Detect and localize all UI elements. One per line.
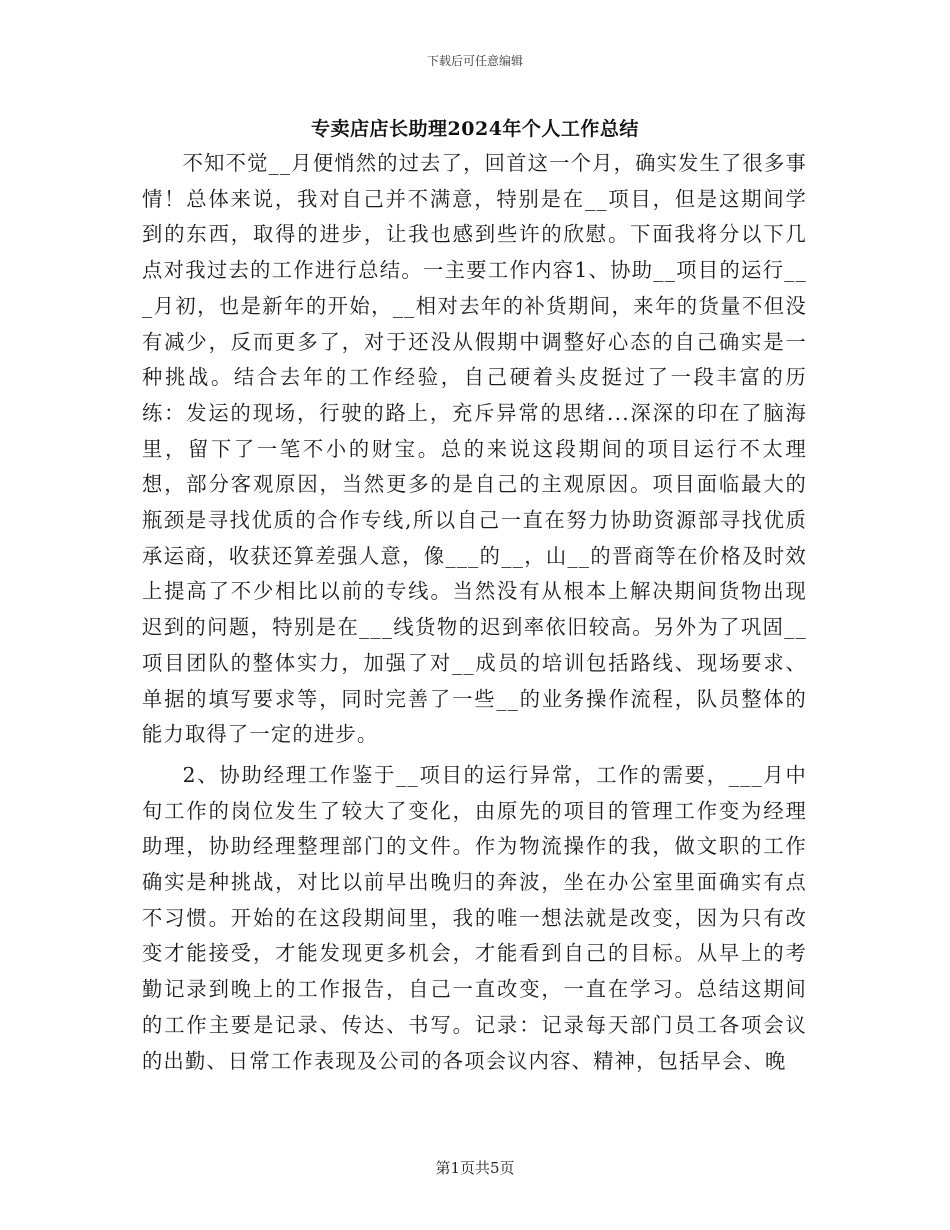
paragraph-1: 不知不觉__月便悄然的过去了，回首这一个月，确实发生了很多事情！总体来说，我对自己并不满意，特别是在__项目，但是这期间学到的东西，取得的进步，让我也感到些许的欣慰。下面我将分以下几点对我过去的工作进行总结。一主要工作内容1、协助__项目的运行___月初，也是新年的开始，__相对去年的补货期间，来年的货量不但没有减少，反而更多了，对于还没从假期中调整好心态的自己确实是一种挑战。结合去年的工作经验，自己硬着头皮挺过了一段丰富的历练：发运的现场，行驶的路上，充斥异常的思绪...深深的印在了脑海里，留下了一笔不小的财宝。总的来说这段期间的项目运行不太理想，部分客观原因，当然更多的是自己的主观原因。项目面临最大的瓶颈是寻找优质的合作专线,所以自己一直在努力协助资源部寻找优质承运商，收获还算差强人意，像___的__，山__的晋商等在价格及时效上提高了不少相比以前的专线。当然没有从根本上解决期间货物出现迟到的问题，特别是在___线货物的迟到率依旧较高。另外为了巩固__项目团队的整体实力，加强了对__成员的培训包括路线、现场要求、单据的填写要求等，同时完善了一些__的业务操作流程，队员整体的能力取得了一定的进步。 — [142, 151, 807, 747]
document-body — [142, 146, 807, 1079]
paragraph-2: 2、协助经理工作鉴于__项目的运行异常，工作的需要，___月中旬工作的岗位发生了较大了变化，由原先的项目的管理工作变为经理助理，协助经理整理部门的文件。作为物流操作的我，做文职的工作确实是种挑战，对比以前早出晚归的奔波，坐在办公室里面确实有点不习惯。开始的在这段期间里，我的唯一想法就是改变，因为只有改变才能接受，才能发现更多机会，才能看到自己的目标。从早上的考勤记录到晚上的工作报告，自己一直改变，一直在学习。总结这期间的工作主要是记录、传达、书写。记录：记录每天部门员工各项会议的出勤、日常工作表现及公司的各项会议内容、精神，包括早会、晚 — [142, 762, 807, 1073]
header-note: 下载后可任意编辑 — [426, 54, 523, 68]
page-number: 第1页共5页 — [435, 1159, 515, 1177]
document-title: 专卖店店长助理2024年个人工作总结 — [311, 118, 639, 140]
